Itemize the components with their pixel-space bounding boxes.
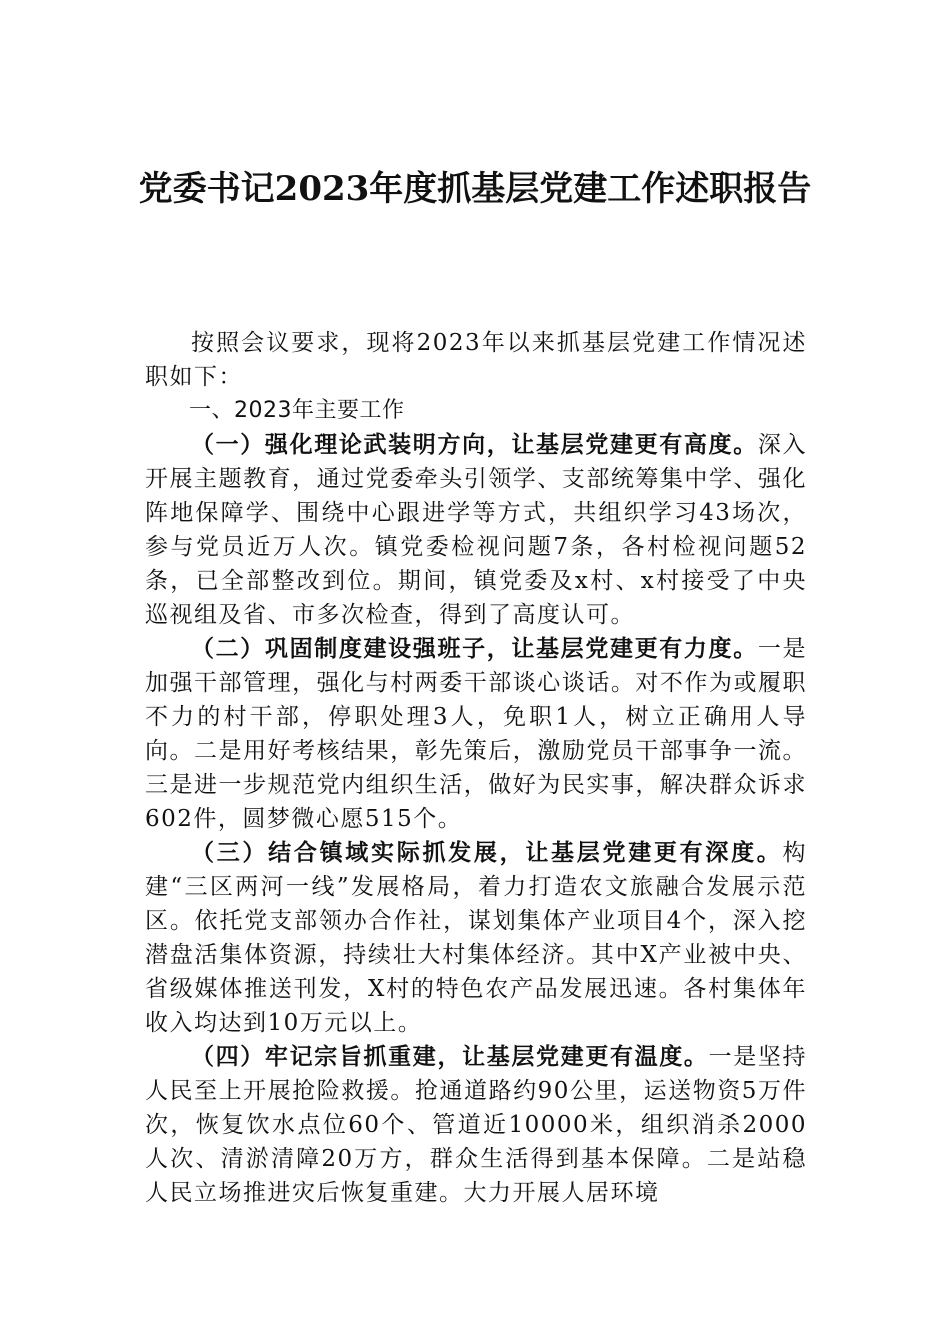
- document-title: 党委书记2023年度抓基层党建工作述职报告: [138, 169, 812, 209]
- item-lead-4: （四）牢记宗旨抓重建，让基层党建更有温度。: [191, 1043, 709, 1070]
- item-paragraph-2: [145, 632, 807, 836]
- item-text-1: 深入开展主题教育，通过党委牵头引领学、支部统筹集中学、强化阵地保障学、围绕中心跟进学等方式，共组织学习43场次，参与党员近万人次。镇党委检视问题7条，各村检视问题52条，已全部整改到位。期间，镇党委及x村、x村接受了中央巡视组及省、市多次检查，得到了高度认可。: [145, 432, 808, 628]
- item-lead-1: （一）强化理论武装明方向，让基层党建更有高度。: [191, 431, 758, 458]
- item-text-4: 一是坚持人民至上开展抢险救援。抢通道路约90公里，运送物资5万件次，恢复饮水点位60个、管道近10000米，组织消杀2000人次、清淤清障20万方，群众生活得到基本保障。二是站稳人民立场推进灾后恢复重建。大力开展人居环境: [145, 1044, 808, 1206]
- item-text-2: 一是加强干部管理，强化与村两委干部谈心谈话。对不作为或履职不力的村干部，停职处理3人，免职1人，树立正确用人导向。二是用好考核结果，彰先策后，激励党员干部事争一流。三是进一步规范党内组织生活，做好为民实事，解决群众诉求602件，圆梦微心愿515个。: [145, 636, 808, 832]
- item-lead-2: （二）巩固制度建设强班子，让基层党建更有力度。: [191, 635, 758, 662]
- item-text-3: 构建“三区两河一线”发展格局，着力打造农文旅融合发展示范区。依托党支部领办合作社，谋划集体产业项目4个，深入挖潜盘活集体资源，持续壮大村集体经济。其中X产业被中央、省级媒体推送刊发，X村的特色农产品发展迅速。各村集体年收入均达到10万元以上。: [145, 840, 807, 1036]
- intro-paragraph: 按照会议要求，现将2023年以来抓基层党建工作情况述职如下：: [145, 330, 807, 390]
- item-paragraph-4: [145, 1040, 807, 1210]
- item-paragraph-3: [145, 836, 807, 1040]
- item-lead-3: （三）结合镇域实际抓发展，让基层党建更有深度。: [191, 839, 783, 866]
- document-body: [145, 326, 807, 1210]
- section-heading: 一、2023年主要工作: [189, 398, 405, 423]
- item-paragraph-1: [145, 428, 807, 632]
